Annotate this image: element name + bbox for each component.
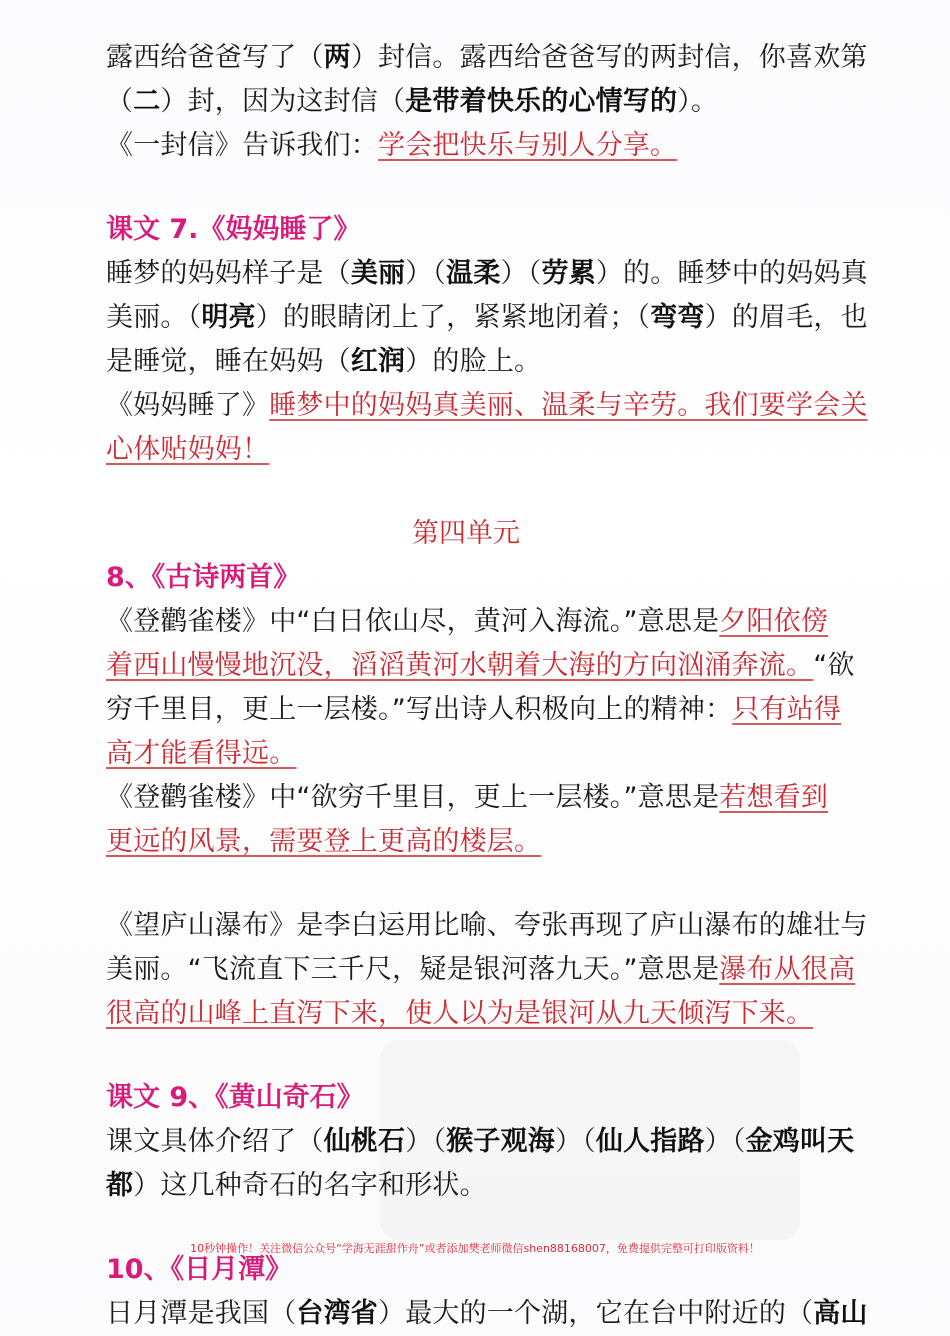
text-line: 课文具体介绍了（仙桃石）（猴子观海）（仙人指路）（金鸡叫天: [106, 1126, 855, 1157]
text-line: 日月潭是我国（台湾省）最大的一个湖，它在台中附近的（高山: [106, 1298, 868, 1329]
text-line: 着西山慢慢地沉没，滔滔黄河水朝着大海的方向汹涌奔流。“欲: [106, 650, 855, 681]
answer: 美丽: [350, 258, 406, 289]
answer: 是带着快乐的心情写的: [405, 86, 678, 117]
footer-notice: 10秒钟操作！关注微信公众号“学海无涯甜作舟”或者添加樊老师微信shen88168007，免费提供完整可打印版资料！: [190, 1242, 760, 1255]
text-line: （二）封，因为这封信（是带着快乐的心情写的）。: [106, 86, 719, 117]
key-point: 高才能看得远。: [106, 738, 297, 769]
answer: 仙桃石: [323, 1126, 406, 1157]
text-line: 美丽。“飞流直下三千尺，疑是银河落九天。”意思是瀑布从很高: [106, 954, 856, 985]
answer: 红润: [350, 346, 406, 377]
answer: 都: [106, 1170, 134, 1201]
text-line: 是睡觉，睡在妈妈（红润）的脸上。: [106, 346, 542, 377]
answer: 二: [133, 86, 161, 117]
text-line: [106, 428, 826, 472]
text-line: 穷千里目，更上一层楼。”写出诗人积极向上的精神：只有站得: [106, 694, 842, 725]
text-line: 《登鹳雀楼》中“白日依山尽，黄河入海流。”意思是夕阳依傍: [106, 606, 829, 637]
document-body: [106, 36, 868, 1336]
key-point: 瀑布从很高: [719, 954, 856, 985]
key-point: 学会把快乐与别人分享。: [378, 130, 678, 161]
text-line: [106, 992, 826, 1036]
text-line: 《一封信》告诉我们：学会把快乐与别人分享。: [106, 130, 678, 161]
answer: 仙人指路: [595, 1126, 705, 1157]
key-point: 心体贴妈妈！: [106, 434, 270, 465]
key-point: 着西山慢慢地沉没，滔滔黄河水朝着大海的方向汹涌奔流。: [106, 650, 814, 681]
answer: 猴子观海: [446, 1126, 555, 1157]
answer: 明亮: [201, 302, 256, 333]
section-heading: 课文 9、《黄山奇石》: [106, 1082, 364, 1113]
key-point: 只有站得: [732, 694, 842, 725]
text-line: [106, 732, 826, 776]
key-point: 很高的山峰上直泻下来，使人以为是银河从九天倾泻下来。: [106, 998, 814, 1029]
answer: 金鸡叫天: [745, 1126, 855, 1157]
answer: 劳累: [541, 258, 596, 289]
text-line: 美丽。（明亮）的眼睛闭上了，紧紧地闭着；（弯弯）的眉毛，也: [106, 302, 868, 333]
key-point: 更远的风景，需要登上更高的楼层。: [106, 826, 542, 857]
key-point: 夕阳依傍: [719, 606, 829, 637]
text-line: 露西给爸爸写了（两）封信。露西给爸爸写的两封信，你喜欢第: [106, 42, 868, 73]
key-point: 睡梦中的妈妈真美丽、温柔与辛劳。我们要学会关: [269, 390, 868, 421]
section-heading: 课文 7.《妈妈睡了》: [106, 214, 361, 245]
answer: 台湾省: [296, 1298, 379, 1329]
key-point: 若想看到: [719, 782, 829, 813]
text-line: 睡梦的妈妈样子是（美丽）（温柔）（劳累）的。睡梦中的妈妈真: [106, 258, 868, 289]
answer: 两: [323, 42, 351, 73]
text-line: [106, 820, 826, 864]
text-line: 《登鹳雀楼》中“欲穷千里目，更上一层楼。”意思是若想看到: [106, 782, 829, 813]
answer: 弯弯: [650, 302, 705, 333]
answer: 温柔: [446, 258, 501, 289]
text-line: 《望庐山瀑布》是李白运用比喻、夸张再现了庐山瀑布的雄壮与: [106, 910, 868, 941]
section-heading: 10、《日月潭》: [106, 1254, 293, 1285]
unit-title: 第四单元: [412, 518, 520, 549]
answer: 高山: [813, 1298, 868, 1329]
section-heading: 8、《古诗两首》: [106, 562, 301, 593]
text-line: 都）这几种奇石的名字和形状。: [106, 1170, 487, 1201]
text-line: 《妈妈睡了》睡梦中的妈妈真美丽、温柔与辛劳。我们要学会关: [106, 390, 868, 421]
